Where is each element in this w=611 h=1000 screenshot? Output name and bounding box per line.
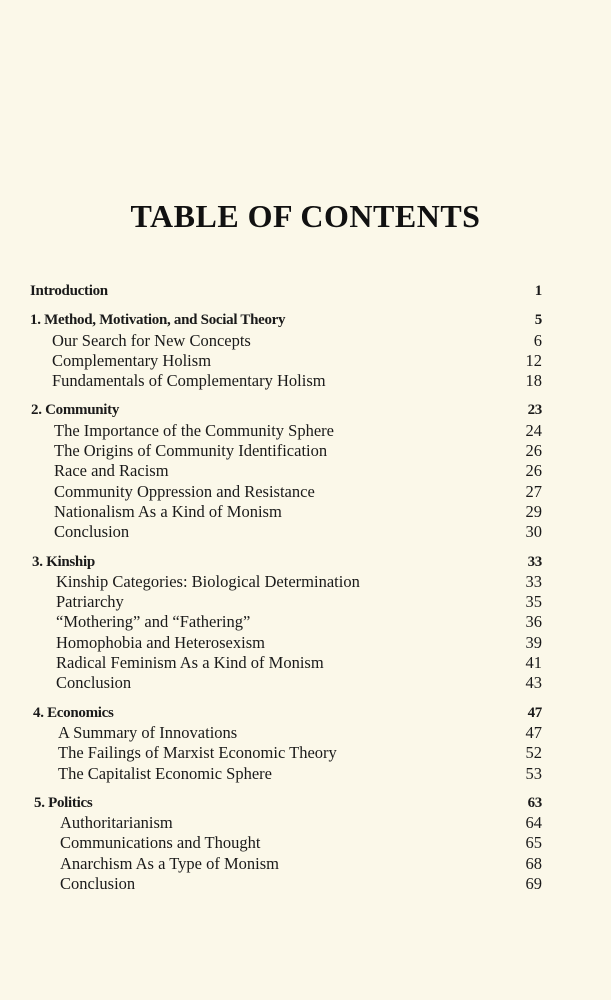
entry-page-number: 27: [525, 481, 542, 501]
toc-entry: [30, 874, 542, 894]
toc-entry: [30, 482, 542, 502]
entry-title: Nationalism As a Kind of Monism: [54, 501, 282, 521]
entry-page-number: 30: [525, 522, 542, 542]
entry-title: Radical Feminism As a Kind of Monism: [56, 653, 324, 673]
toc-entry: [30, 592, 542, 612]
toc-entry: [30, 421, 542, 441]
chapter-page-number: 5: [534, 312, 542, 329]
entry-title: Conclusion: [56, 673, 132, 693]
entry-title: Race and Racism: [54, 461, 169, 481]
toc-entry: [30, 813, 542, 833]
chapter-page-number: 23: [527, 402, 542, 419]
toc-entry: [30, 371, 542, 391]
toc-section: [30, 310, 542, 391]
chapter-title: 1. Method, Motivation, and Social Theory: [30, 312, 286, 329]
entry-title: The Origins of Community Identification: [54, 441, 328, 461]
toc-entry: [30, 522, 542, 542]
entry-title: Community Oppression and Resistance: [54, 481, 315, 501]
entry-title: Conclusion: [60, 874, 136, 894]
page-title: TABLE OF CONTENTS: [130, 198, 481, 234]
toc-entry: [30, 764, 542, 784]
toc-entry: [30, 833, 542, 853]
toc-entry: [30, 461, 542, 481]
entry-title: The Importance of the Community Sphere: [54, 420, 334, 440]
entry-title: The Failings of Marxist Economic Theory: [58, 743, 337, 763]
entry-page-number: 47: [525, 722, 542, 742]
entry-title: Patriarchy: [56, 592, 124, 612]
toc-entry: [30, 854, 542, 874]
toc-entry: [30, 331, 542, 351]
entry-title: Homophobia and Heterosexism: [56, 632, 265, 652]
toc-section: [30, 703, 542, 784]
entry-page-number: 6: [533, 330, 542, 350]
toc-entry: [30, 572, 542, 592]
entry-page-number: 65: [525, 833, 542, 853]
entry-page-number: 26: [525, 441, 542, 461]
entry-page-number: 29: [525, 501, 542, 521]
entry-title: A Summary of Innovations: [58, 722, 238, 742]
chapter-title: 2. Community: [31, 402, 120, 419]
entry-title: Kinship Categories: Biological Determination: [56, 571, 360, 591]
entry-title: The Capitalist Economic Sphere: [58, 763, 272, 783]
table-of-contents: [30, 281, 542, 894]
toc-entry: [30, 673, 542, 693]
toc-entry: [30, 743, 542, 763]
chapter-title: 5. Politics: [34, 794, 93, 811]
toc-chapter-heading: [30, 310, 542, 330]
entry-page-number: 12: [525, 350, 542, 370]
entry-page-number: 36: [525, 612, 542, 632]
entry-page-number: 26: [525, 461, 542, 481]
entry-page-number: 43: [525, 673, 542, 693]
toc-chapter-heading: [30, 793, 542, 813]
entry-title: Fundamentals of Complementary Holism: [52, 371, 326, 391]
toc-section: [30, 400, 542, 542]
entry-title: “Mothering” and “Fathering”: [56, 612, 251, 632]
toc-entry: [30, 723, 542, 743]
toc-chapter-heading: [30, 400, 542, 420]
entry-title: Complementary Holism: [52, 350, 212, 370]
toc-entry: [30, 441, 542, 461]
toc-entry: [30, 502, 542, 522]
entry-page-number: 39: [525, 632, 542, 652]
entry-page-number: 35: [525, 592, 542, 612]
toc-entry: [30, 653, 542, 673]
chapter-page-number: 63: [527, 794, 542, 811]
toc-section: [30, 793, 542, 894]
entry-title: Anarchism As a Type of Monism: [60, 853, 279, 873]
entry-page-number: 18: [525, 371, 542, 391]
entry-page-number: 24: [525, 420, 542, 440]
toc-heading-label: Introduction: [30, 283, 108, 299]
toc-row-introduction: [30, 281, 542, 301]
chapter-title: 4. Economics: [33, 704, 114, 721]
entry-page-number: 69: [525, 874, 542, 894]
entry-title: Conclusion: [54, 522, 130, 542]
chapter-list: [30, 310, 542, 894]
entry-title: Authoritarianism: [60, 813, 173, 833]
toc-chapter-heading: [30, 703, 542, 723]
entry-page-number: 52: [525, 743, 542, 763]
entry-page-number: 68: [525, 853, 542, 873]
chapter-page-number: 33: [527, 553, 542, 570]
toc-chapter-heading: [30, 552, 542, 572]
toc-entry: [30, 633, 542, 653]
toc-page-number: 1: [534, 283, 542, 299]
entry-page-number: 53: [525, 763, 542, 783]
toc-entry: [30, 351, 542, 371]
entry-page-number: 41: [525, 653, 542, 673]
entry-page-number: 33: [525, 571, 542, 591]
entry-title: Our Search for New Concepts: [52, 330, 251, 350]
chapter-title: 3. Kinship: [32, 553, 95, 570]
entry-page-number: 64: [525, 813, 542, 833]
chapter-page-number: 47: [527, 704, 542, 721]
toc-section: [30, 552, 542, 694]
entry-title: Communications and Thought: [60, 833, 261, 853]
toc-entry: [30, 612, 542, 632]
